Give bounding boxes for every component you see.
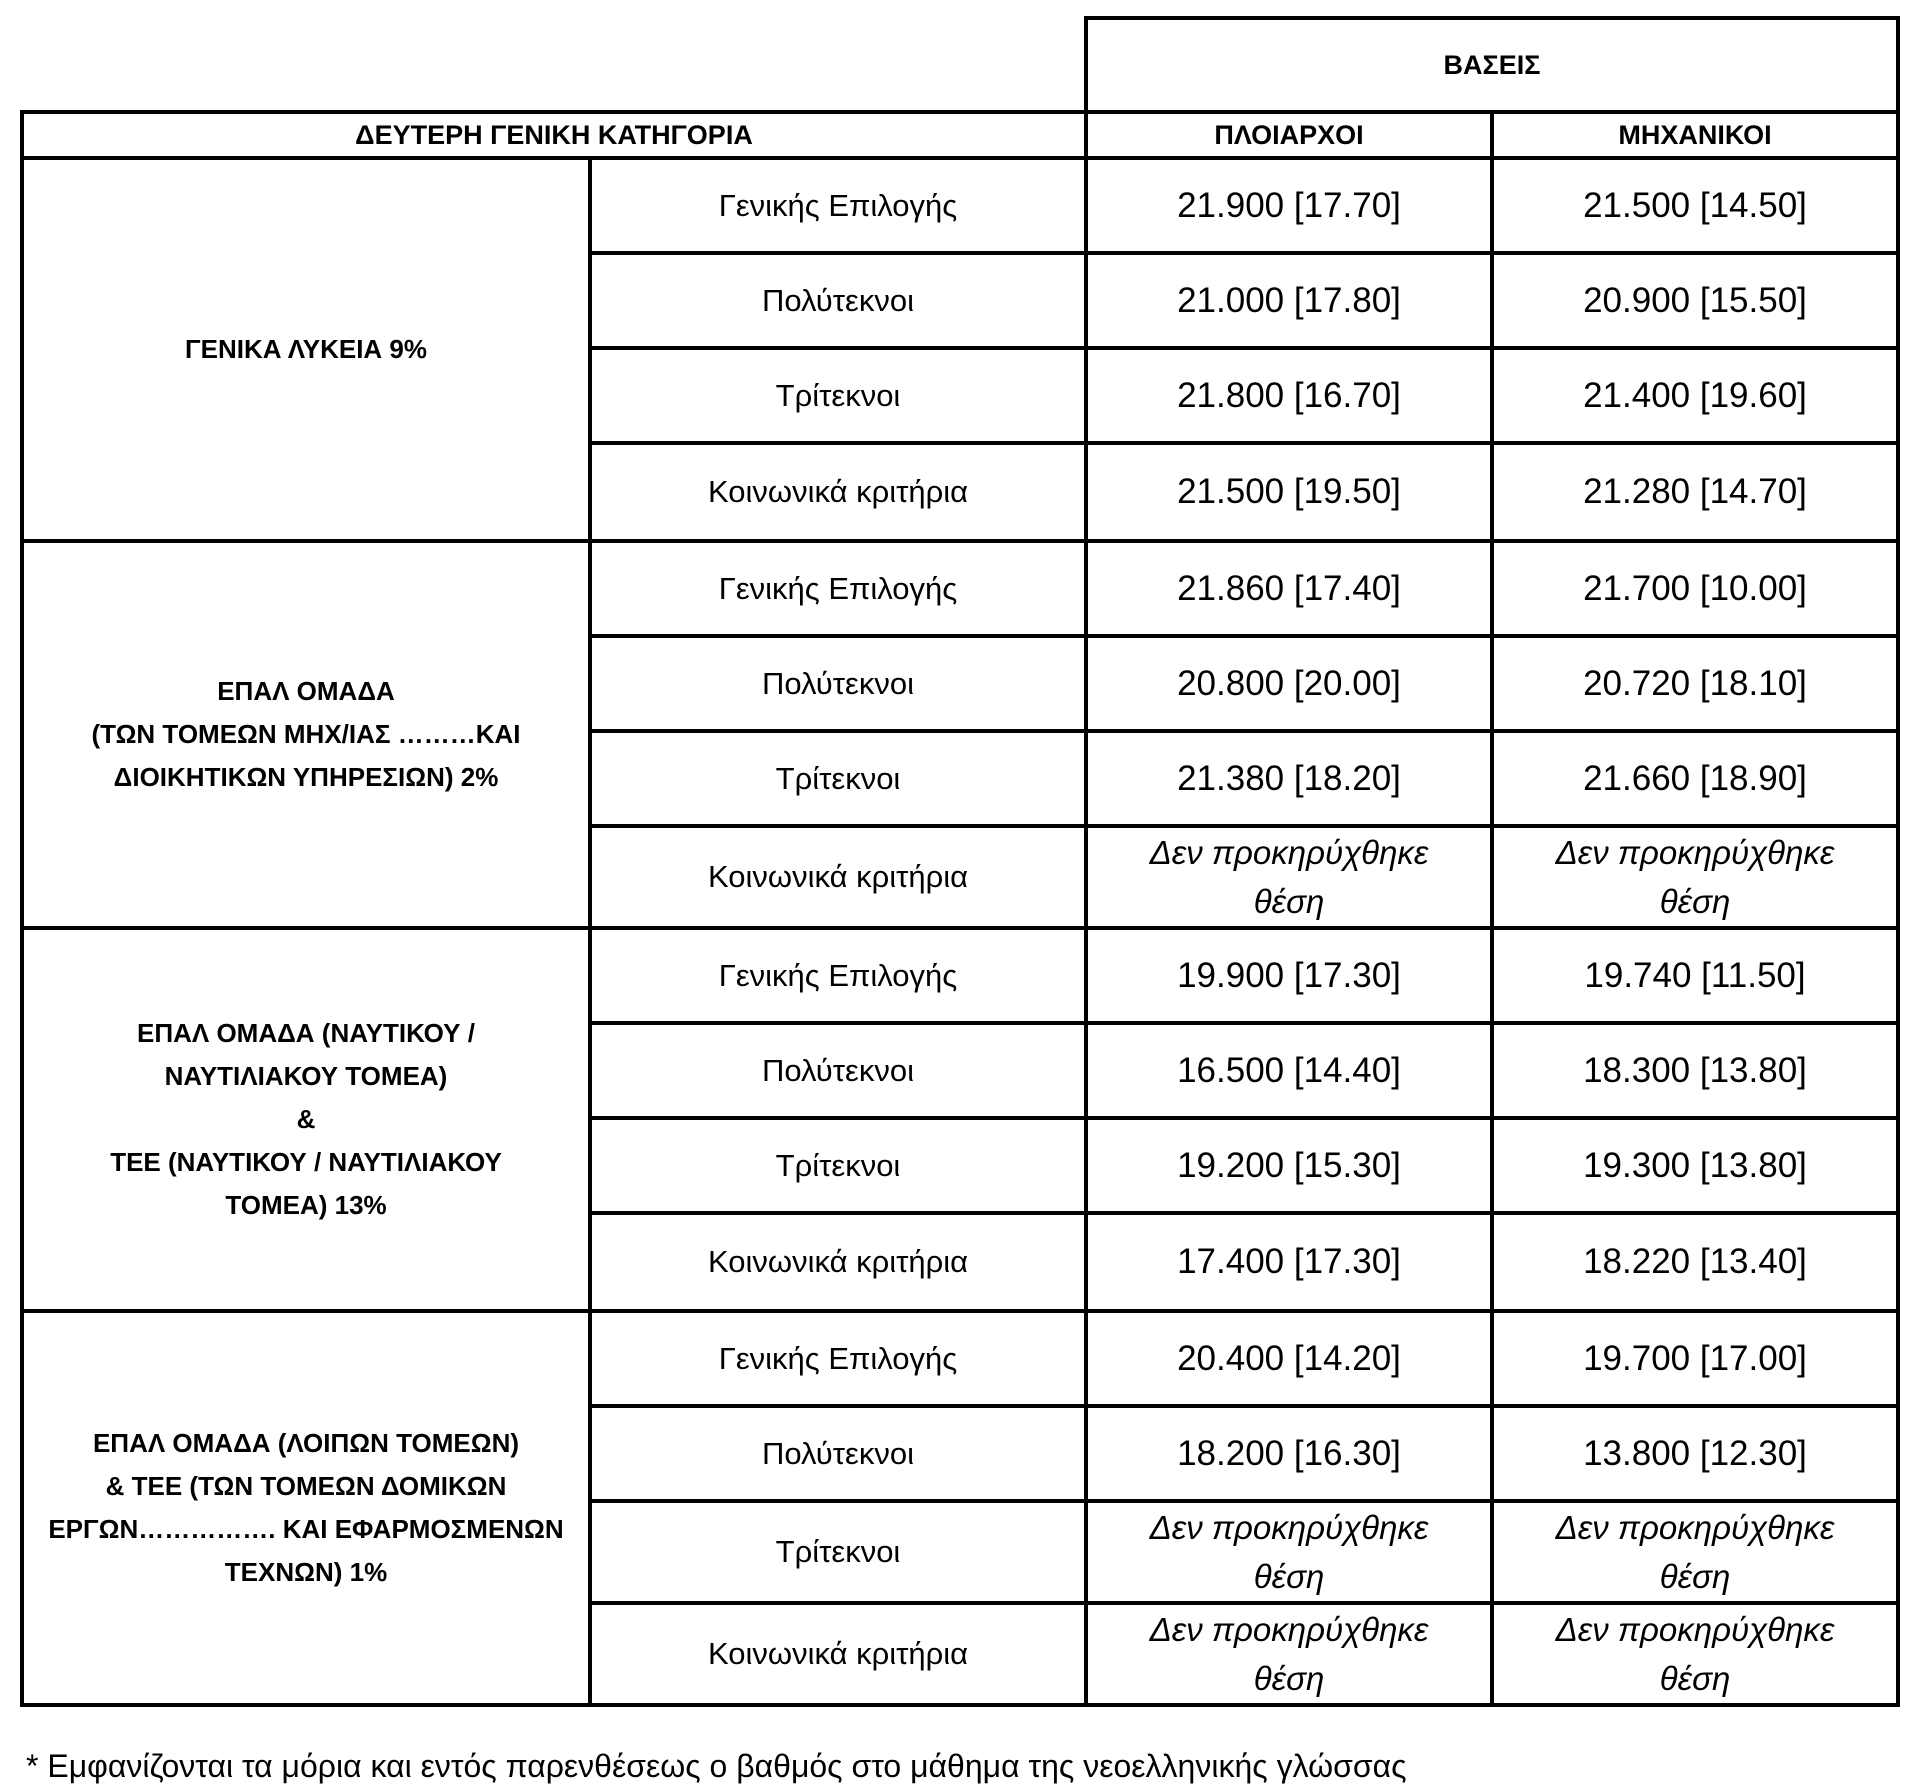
bases-header-row: [22, 18, 1898, 112]
group-label-line: ΝΑΥΤΙΛΙΑΚΟΥ ΤΟΜΕΑ): [164, 1061, 448, 1091]
not-announced-text-line: θέση: [1253, 1660, 1325, 1697]
captains-not-announced-cell: [1086, 1603, 1492, 1705]
subcategory-cell: Κοινωνικά κριτήρια: [590, 826, 1086, 928]
not-announced-text-line: θέση: [1253, 883, 1325, 920]
subcategory-cell: Πολύτεκνοι: [590, 253, 1086, 348]
captains-value-cell: 21.900 [17.70]: [1086, 158, 1492, 253]
engineers-not-announced-cell: [1492, 1501, 1898, 1603]
subcategory-cell: Πολύτεκνοι: [590, 1406, 1086, 1501]
subcategory-cell: Κοινωνικά κριτήρια: [590, 443, 1086, 541]
engineers-value-cell: 19.700 [17.00]: [1492, 1311, 1898, 1406]
table-row: [22, 541, 1898, 636]
group-label-line: (ΤΩΝ ΤΟΜΕΩΝ ΜΗΧ/ΙΑΣ ………ΚΑΙ: [91, 719, 521, 749]
not-announced-text-line: Δεν προκηρύχθηκε: [1555, 1611, 1835, 1648]
subcategory-cell: Τρίτεκνοι: [590, 348, 1086, 443]
group-label-line: ΕΠΑΛ ΟΜΑΔΑ (ΝΑΥΤΙΚΟΥ /: [137, 1018, 475, 1048]
engineers-value-cell: 20.720 [18.10]: [1492, 636, 1898, 731]
engineers-header: ΜΗΧΑΝΙΚΟΙ: [1492, 112, 1898, 158]
captains-header: ΠΛΟΙΑΡΧΟΙ: [1086, 112, 1492, 158]
captains-value-cell: 21.860 [17.40]: [1086, 541, 1492, 636]
table-row: [22, 158, 1898, 253]
captains-not-announced-cell: [1086, 826, 1492, 928]
group-label-line: ΕΠΑΛ ΟΜΑΔΑ (ΛΟΙΠΩΝ ΤΟΜΕΩΝ): [92, 1428, 520, 1458]
engineers-value-cell: 21.700 [10.00]: [1492, 541, 1898, 636]
group-label-line: ΔΙΟΙΚΗΤΙΚΩΝ ΥΠΗΡΕΣΙΩΝ) 2%: [113, 762, 499, 792]
group-label-line: ΓΕΝΙΚΑ ΛΥΚΕΙΑ 9%: [184, 334, 428, 364]
engineers-not-announced-cell: [1492, 826, 1898, 928]
subcategory-cell: Γενικής Επιλογής: [590, 158, 1086, 253]
engineers-value-cell: 19.300 [13.80]: [1492, 1118, 1898, 1213]
not-announced-text-line: Δεν προκηρύχθηκε: [1149, 1611, 1429, 1648]
engineers-value-cell: 18.220 [13.40]: [1492, 1213, 1898, 1311]
engineers-value-cell: 21.400 [19.60]: [1492, 348, 1898, 443]
subcategory-cell: Κοινωνικά κριτήρια: [590, 1213, 1086, 1311]
not-announced-text-line: θέση: [1659, 1660, 1731, 1697]
empty-corner-cell: [22, 18, 1086, 112]
group-label-line: ΕΡΓΩΝ……………. ΚΑΙ ΕΦΑΡΜΟΣΜΕΝΩΝ: [48, 1514, 564, 1544]
captains-not-announced-cell: [1086, 1501, 1492, 1603]
captains-value-cell: 21.380 [18.20]: [1086, 731, 1492, 826]
subcategory-cell: Πολύτεκνοι: [590, 1023, 1086, 1118]
engineers-value-cell: 20.900 [15.50]: [1492, 253, 1898, 348]
engineers-value-cell: 18.300 [13.80]: [1492, 1023, 1898, 1118]
group-label-line: ΤΕΧΝΩΝ) 1%: [224, 1557, 388, 1587]
captains-value-cell: 20.400 [14.20]: [1086, 1311, 1492, 1406]
table-row: [22, 928, 1898, 1023]
column-header-row: [22, 112, 1898, 158]
group-label-line: ΕΠΑΛ ΟΜΑΔΑ: [217, 676, 395, 706]
captains-value-cell: 16.500 [14.40]: [1086, 1023, 1492, 1118]
not-announced-text-line: Δεν προκηρύχθηκε: [1555, 834, 1835, 871]
group-label-cell: [22, 1311, 590, 1705]
subcategory-cell: Τρίτεκνοι: [590, 1118, 1086, 1213]
subcategory-cell: Τρίτεκνοι: [590, 1501, 1086, 1603]
not-announced-text-line: Δεν προκηρύχθηκε: [1149, 1509, 1429, 1546]
group-label-cell: [22, 541, 590, 928]
subcategory-cell: Τρίτεκνοι: [590, 731, 1086, 826]
group-label-cell: [22, 158, 590, 541]
subcategory-cell: Γενικής Επιλογής: [590, 928, 1086, 1023]
captains-value-cell: 19.900 [17.30]: [1086, 928, 1492, 1023]
engineers-value-cell: 21.280 [14.70]: [1492, 443, 1898, 541]
captains-value-cell: 21.800 [16.70]: [1086, 348, 1492, 443]
group-label-line: ΤΟΜΕΑ) 13%: [225, 1190, 387, 1220]
bases-header: ΒΑΣΕΙΣ: [1086, 18, 1898, 112]
subcategory-cell: Πολύτεκνοι: [590, 636, 1086, 731]
subcategory-cell: Γενικής Επιλογής: [590, 1311, 1086, 1406]
table-row: [22, 1311, 1898, 1406]
not-announced-text-line: Δεν προκηρύχθηκε: [1555, 1509, 1835, 1546]
engineers-value-cell: 19.740 [11.50]: [1492, 928, 1898, 1023]
captains-value-cell: 17.400 [17.30]: [1086, 1213, 1492, 1311]
not-announced-text-line: Δεν προκηρύχθηκε: [1149, 834, 1429, 871]
group-label-line: &: [296, 1104, 316, 1134]
captains-value-cell: 20.800 [20.00]: [1086, 636, 1492, 731]
captains-value-cell: 18.200 [16.30]: [1086, 1406, 1492, 1501]
category-header: ΔΕΥΤΕΡΗ ΓΕΝΙΚΗ ΚΑΤΗΓΟΡΙΑ: [22, 112, 1086, 158]
not-announced-text-line: θέση: [1253, 1558, 1325, 1595]
captains-value-cell: 21.000 [17.80]: [1086, 253, 1492, 348]
subcategory-cell: Κοινωνικά κριτήρια: [590, 1603, 1086, 1705]
group-label-cell: [22, 928, 590, 1311]
group-label-line: & ΤΕΕ (ΤΩΝ ΤΟΜΕΩΝ ΔΟΜΙΚΩΝ: [105, 1471, 507, 1501]
captains-value-cell: 21.500 [19.50]: [1086, 443, 1492, 541]
group-label-line: ΤΕΕ (ΝΑΥΤΙΚΟΥ / ΝΑΥΤΙΛΙΑΚΟΥ: [110, 1147, 502, 1177]
not-announced-text-line: θέση: [1659, 1558, 1731, 1595]
engineers-value-cell: 21.660 [18.90]: [1492, 731, 1898, 826]
captains-value-cell: 19.200 [15.30]: [1086, 1118, 1492, 1213]
engineers-value-cell: 13.800 [12.30]: [1492, 1406, 1898, 1501]
engineers-value-cell: 21.500 [14.50]: [1492, 158, 1898, 253]
not-announced-text-line: θέση: [1659, 883, 1731, 920]
footnote: * Εμφανίζονται τα μόρια και εντός παρενθέσεως ο βαθμός στο μάθημα της νεοελληνικής γλώσσας: [26, 1748, 1407, 1784]
engineers-not-announced-cell: [1492, 1603, 1898, 1705]
results-table-wrapper: [20, 16, 1900, 1707]
subcategory-cell: Γενικής Επιλογής: [590, 541, 1086, 636]
admission-bases-table: [20, 16, 1900, 1707]
